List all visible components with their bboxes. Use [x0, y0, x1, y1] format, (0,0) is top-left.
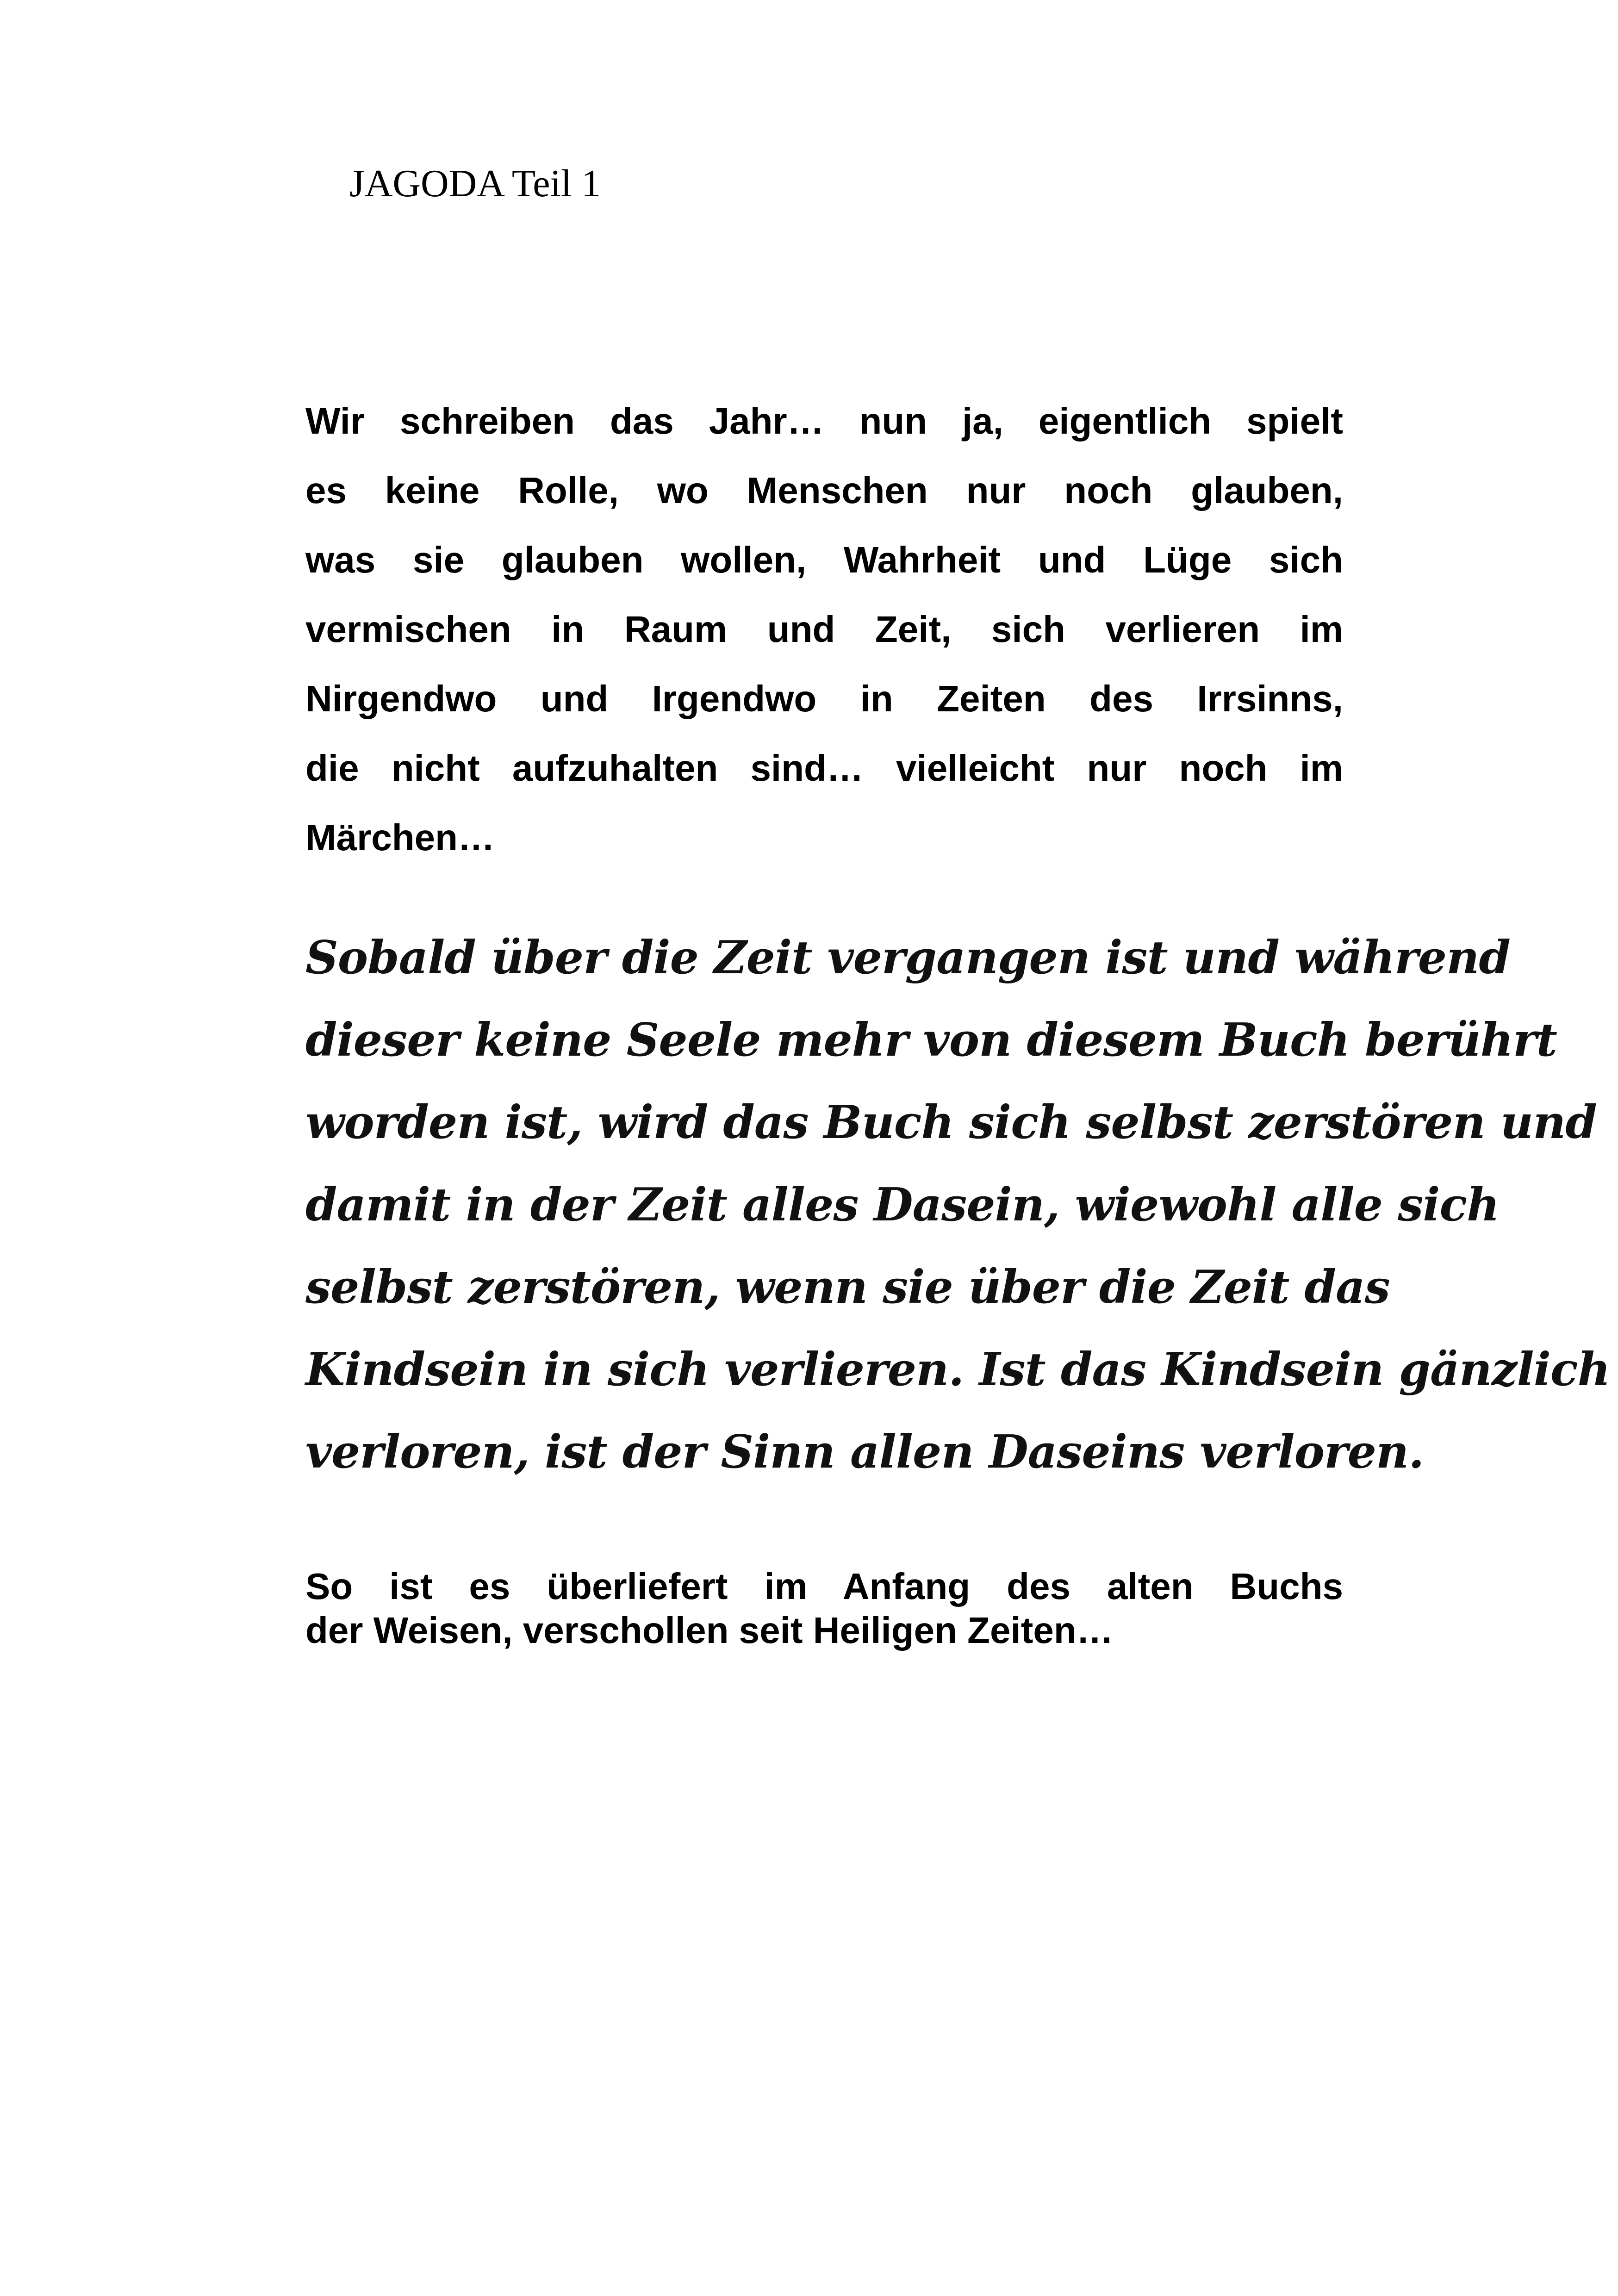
handwritten-quote-paragraph: [305, 928, 1610, 1505]
closing-line: So ist es überliefert im Anfang des alten Buchs: [305, 1566, 1343, 1607]
quote-line: verloren, ist der Sinn allen Daseins verloren.: [305, 1425, 1424, 1479]
quote-line: dieser keine Seele mehr von diesem Buch berührt: [305, 1014, 1557, 1067]
intro-line: vermischen in Raum und Zeit, sich verlieren im: [305, 609, 1343, 650]
quote-line: Sobald über die Zeit vergangen ist und während: [305, 931, 1510, 984]
quote-line: worden ist, wird das Buch sich selbst zerstören und: [305, 1096, 1597, 1149]
page-header-title: JAGODA Teil 1: [349, 162, 601, 205]
intro-line: Märchen…: [305, 817, 495, 858]
quote-line: selbst zerstören, wenn sie über die Zeit das: [305, 1261, 1390, 1314]
intro-line: die nicht aufzuhalten sind… vielleicht nur noch im: [305, 747, 1343, 789]
intro-line: es keine Rolle, wo Menschen nur noch glauben,: [305, 470, 1343, 511]
intro-paragraph: [305, 396, 1343, 882]
quote-line: damit in der Zeit alles Dasein, wiewohl alle sich: [305, 1178, 1500, 1232]
intro-line: Nirgendwo und Irgendwo in Zeiten des Irrsinns,: [305, 678, 1343, 719]
intro-line: Wir schreiben das Jahr… nun ja, eigentlich spielt: [305, 400, 1343, 442]
closing-line: der Weisen, verschollen seit Heiligen Zeiten…: [305, 1610, 1114, 1651]
quote-line: Kindsein in sich verlieren. Ist das Kindsein gänzlich: [305, 1343, 1610, 1396]
intro-line: was sie glauben wollen, Wahrheit und Lüge sich: [305, 539, 1343, 580]
closing-paragraph: [305, 1564, 1343, 1652]
